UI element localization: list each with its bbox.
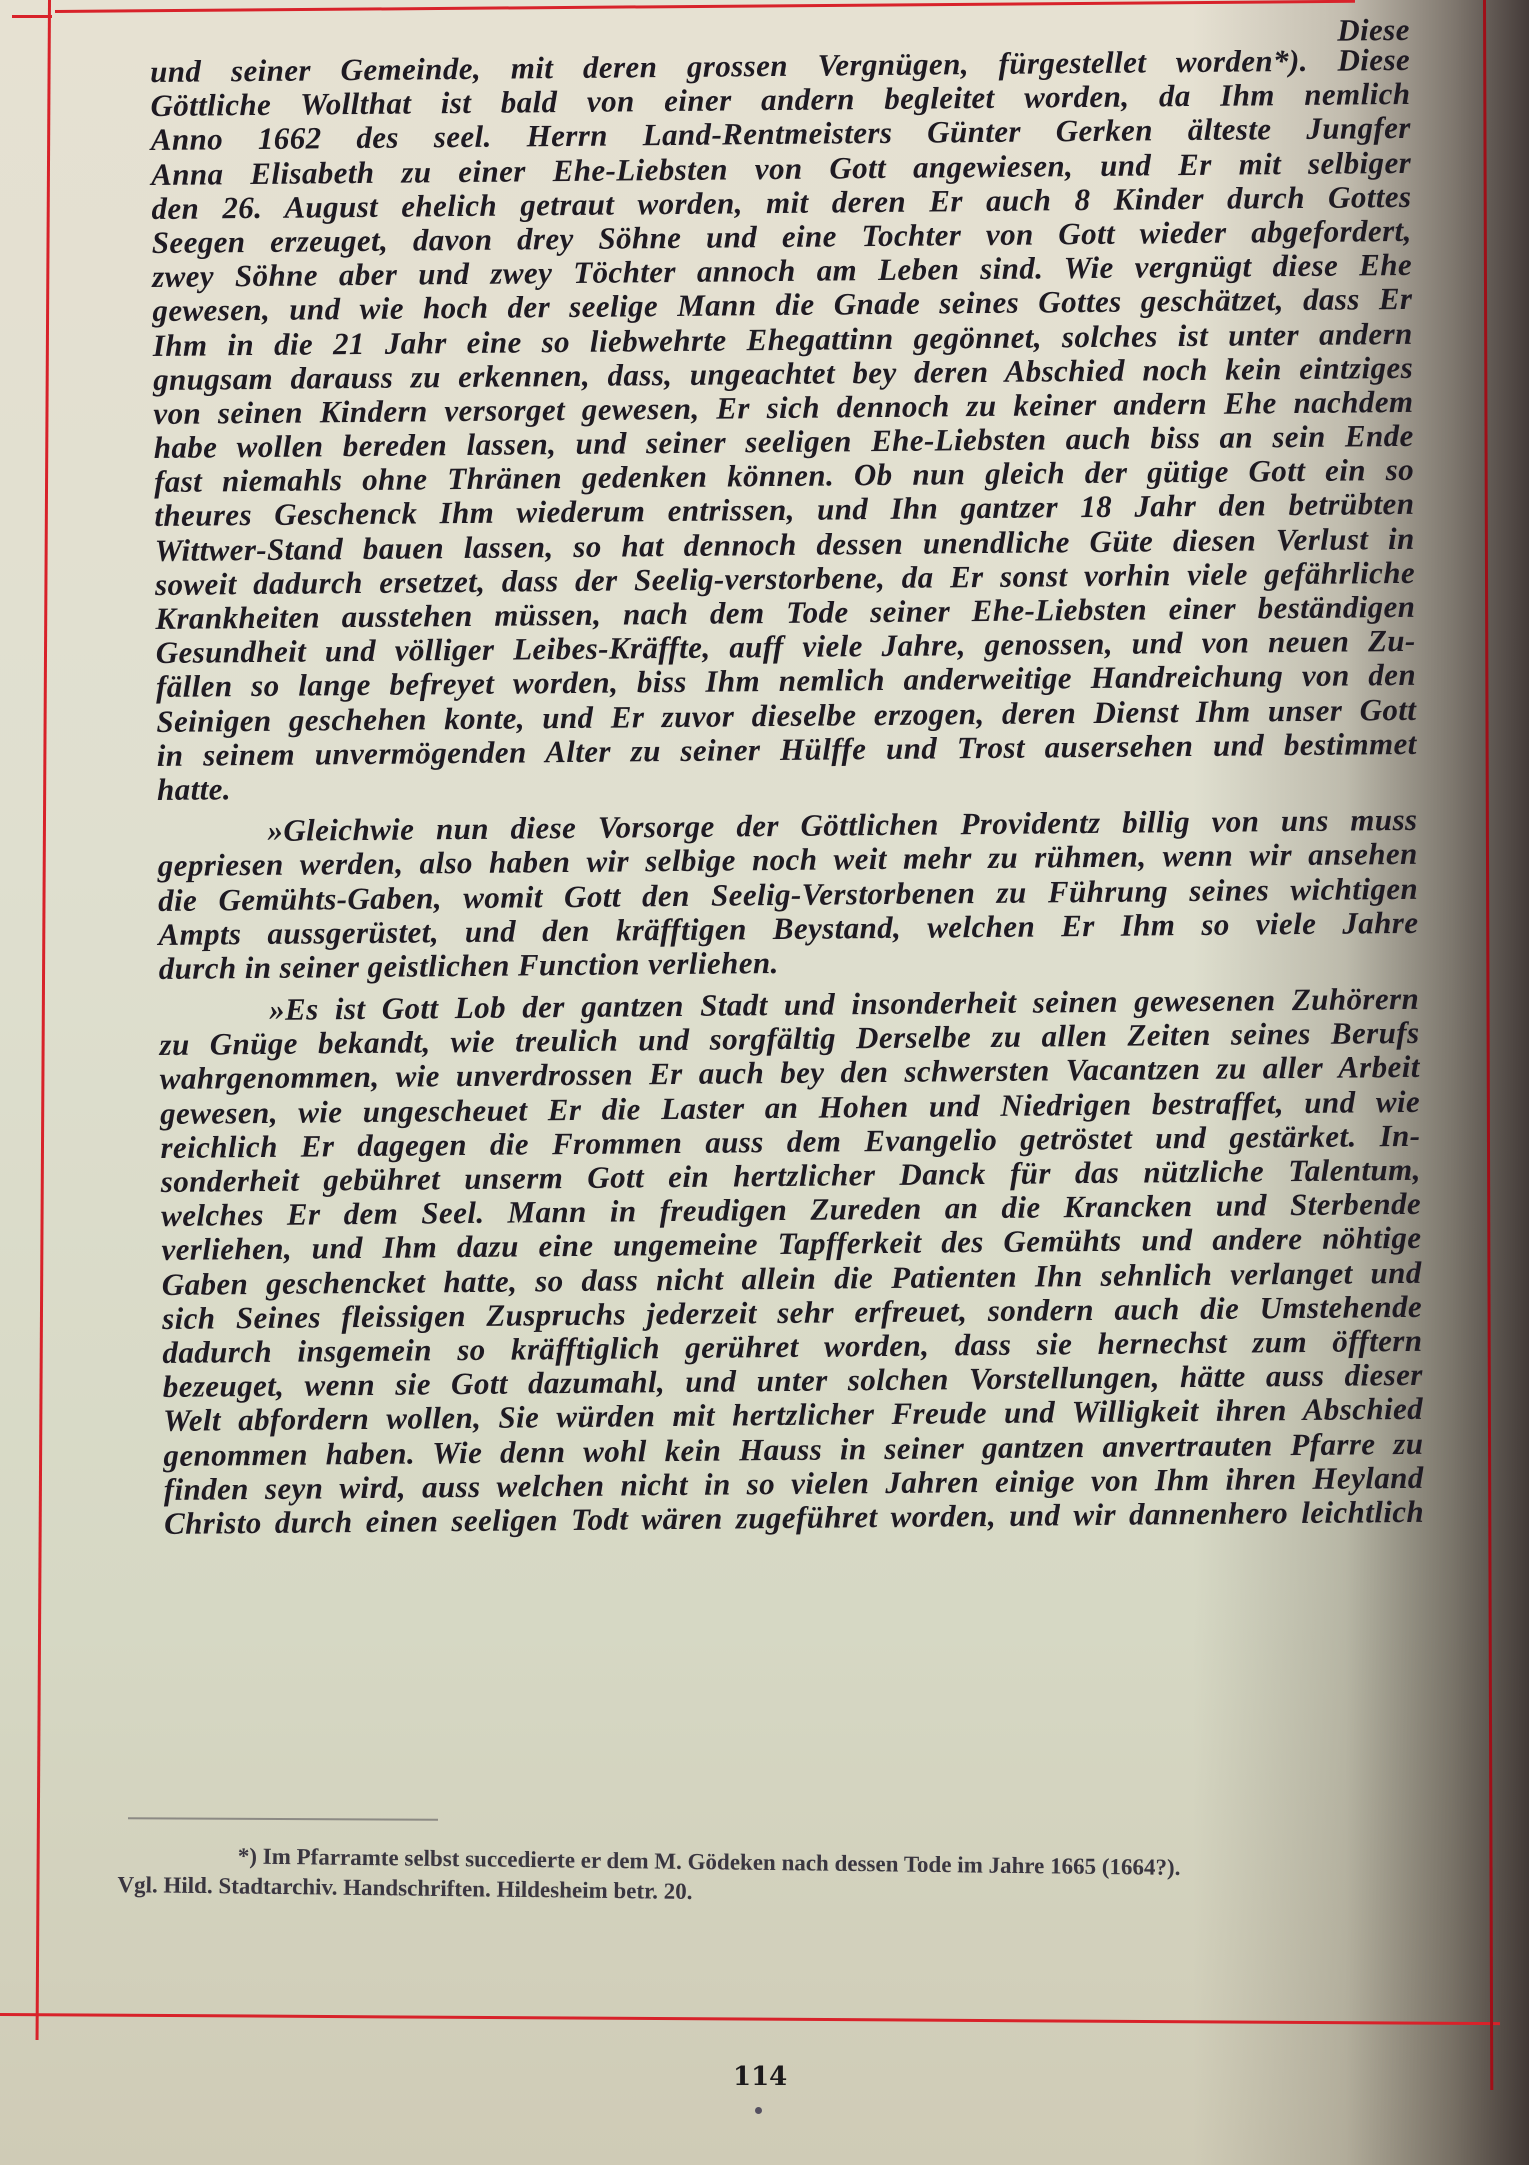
crop-mark-top-left (12, 15, 52, 18)
text-line: Ihm in die 21 Jahr eine so liebwehrte Ehegattinn gegönnet, solches ist unter andern (152, 315, 1413, 363)
text-line: Seinigen geschehen konte, und Er zuvor dieselbe erzogen, deren Dienst Ihm unser Gott (156, 691, 1417, 739)
footnote-divider (128, 1817, 438, 1821)
crop-border-top (55, 0, 1355, 13)
text-line: Seegen erzeuget, davon drey Söhne und eine Tochter von Gott wieder abgefordert, (151, 212, 1412, 260)
crop-border-left (36, 0, 51, 2040)
text-line: dadurch insgemein so kräfftiglich gerühret worden, dass sie hernechst zum öfftern (162, 1322, 1423, 1370)
text-line: verliehen, und Ihm dazu eine ungemeine Tapfferkeit des Gemühts und andere nöhtige (161, 1220, 1422, 1268)
text-line: reichlich Er dagegen die Frommen auss dem Evangelio getröstet und gestärket. In- (160, 1117, 1421, 1165)
text-line: Krankheiten ausstehen müssen, nach dem Tode seiner Ehe-Liebsten einer beständigen (155, 588, 1416, 636)
footnote-line: *) Im Pfarramte selbst succedierte er dem M. Gödeken nach dessen Tode im Jahre 1665 (1664?). (237, 1843, 1181, 1880)
text-line: gewesen, wie ungescheuet Er die Laster an Hohen und Niedrigen bestraffet, und wie (159, 1083, 1421, 1131)
text-line: Ampts aussgerüstet, und den kräfftigen Beystand, welchen Er Ihm so viele Jahre (158, 904, 1419, 952)
crop-border-right (1483, 0, 1493, 2090)
text-line: Gaben geschencket hatte, so dass nicht allein die Patienten Ihn sehnlich verlanget und (161, 1254, 1422, 1302)
paragraph-start: »Gleichwie nun diese Vorsorge der Göttlichen Providentz billig von uns muss (267, 801, 1418, 849)
text-line: habe wollen bereden lassen, und seiner seeligen Ehe-Liebsten auch biss an sein Ende (153, 417, 1414, 466)
text-line: in seinem unvermögenden Alter zu seiner Hülffe und Trost ausersehen und bestimmet (156, 725, 1417, 773)
text-line: die Gemühts-Gaben, womit Gott den Seelig-Verstorbenen zu Führung seines wichtigen (157, 870, 1419, 918)
page-number: 114 (733, 2062, 788, 2092)
text-line: Anno 1662 des seel. Herrn Land-Rentmeisters Günter Gerken älteste Jungfer (150, 110, 1411, 158)
paragraph-start: »Es ist Gott Lob der gantzen Stadt und insonderheit seinen gewesenen Zuhörern (268, 980, 1420, 1027)
text-line: hatte. (156, 771, 232, 807)
text-line: gepriesen werden, also haben wir selbige noch weit mehr zu rühmen, wenn wir ansehen (157, 836, 1418, 884)
text-line: Wittwer-Stand bauen lassen, so hat dennoch dessen unendliche Güte diesen Verlust in (154, 520, 1415, 568)
text-line: den 26. August ehelich getraut worden, mit deren Er auch 8 Kinder durch Gottes (151, 178, 1412, 226)
text-line: theures Geschenck Ihm wiederum entrissen, und Ihn gantzer 18 Jahr den betrübten (154, 486, 1415, 534)
text-line: wahrgenommen, wie unverdrossen Er auch bey den schwersten Vacantzen zu aller Arbeit (159, 1049, 1420, 1097)
text-line: welches Er dem Seel. Mann in freudigen Zureden an die Krancken und Sterbende (160, 1186, 1422, 1234)
text-line: zwey Söhne aber und zwey Töchter annoch am Leben sind. Wie vergnügt diese Ehe (151, 247, 1413, 295)
text-line: sonderheit gebühret unserm Gott ein hertzlicher Danck für das nützliche Talentum, (160, 1151, 1421, 1199)
text-line: fast niemahls ohne Thränen gedenken können. Ob nun gleich der gütige Gott ein so (153, 452, 1415, 500)
footnote-line: Vgl. Hild. Stadtarchiv. Handschriften. Hildesheim betr. 20. (117, 1871, 693, 1905)
body-text (149, 11, 1425, 1541)
text-line: Gesundheit und völliger Leibes-Kräffte, auff viele Jahre, genossen, und von neuen Zu- (155, 623, 1416, 671)
text-line: genommen haben. Wie denn wohl kein Hauss in seiner gantzen anvertrauten Pfarre zu (163, 1425, 1424, 1473)
text-line: finden seyn wird, auss welchen nicht in so vielen Jahren einige von Ihm ihren Heyland (163, 1459, 1424, 1507)
text-line: durch in seiner geistlichen Function verliehen. (158, 944, 779, 986)
text-line: gewesen, und wie hoch der seelige Mann die Gnade seines Gottes geschätzet, dass Er (152, 281, 1413, 329)
text-line: fällen so lange befreyet worden, biss Ihm nemlich anderweitige Handreichung von den (155, 657, 1417, 705)
text-line: zu Gnüge bekandt, wie treulich und sorgfältig Derselbe zu allen Zeiten seines Berufs (159, 1015, 1420, 1063)
text-line: Göttliche Wollthat ist bald von einer andern begleitet worden, da Ihm nemlich (150, 76, 1411, 124)
text-line: soweit dadurch ersetzet, dass der Seelig-verstorbene, da Er sonst vorhin viele gefährliche (154, 554, 1416, 602)
text-line: gnugsam darauss zu erkennen, dass, ungeachtet bey deren Abschied noch kein eintziges (152, 349, 1414, 397)
text-line: bezeuget, wenn sie Gott dazumahl, und unter solchen Vorstellungen, hätte auss dieser (162, 1356, 1423, 1405)
crop-border-bottom (0, 2013, 1500, 2025)
text-line: Christo durch einen seeligen Todt wären zugeführet worden, und wir dannenhero leichtlich (163, 1493, 1425, 1541)
text-line: Anna Elisabeth zu einer Ehe-Liebsten von Gott angewiesen, und Er mit selbiger (150, 144, 1412, 192)
text-line: Welt abfordern wollen, Sie würden mit hertzlicher Freude und Willigkeit ihren Abschied (162, 1391, 1424, 1439)
page-dot-mark (755, 2107, 762, 2114)
text-line: und seiner Gemeinde, mit deren grossen Vergnügen, fürgestellet worden*). Diese (149, 41, 1411, 89)
text-line: von seinen Kindern versorget gewesen, Er sich dennoch zu keiner andern Ehe nachdem (153, 383, 1414, 431)
footnote (117, 1840, 1438, 1916)
text-line: Diese (1337, 11, 1410, 48)
text-line: sich Seines fleissigen Zuspruchs jederzeit sehr erfreuet, sondern auch die Umstehende (161, 1288, 1423, 1336)
